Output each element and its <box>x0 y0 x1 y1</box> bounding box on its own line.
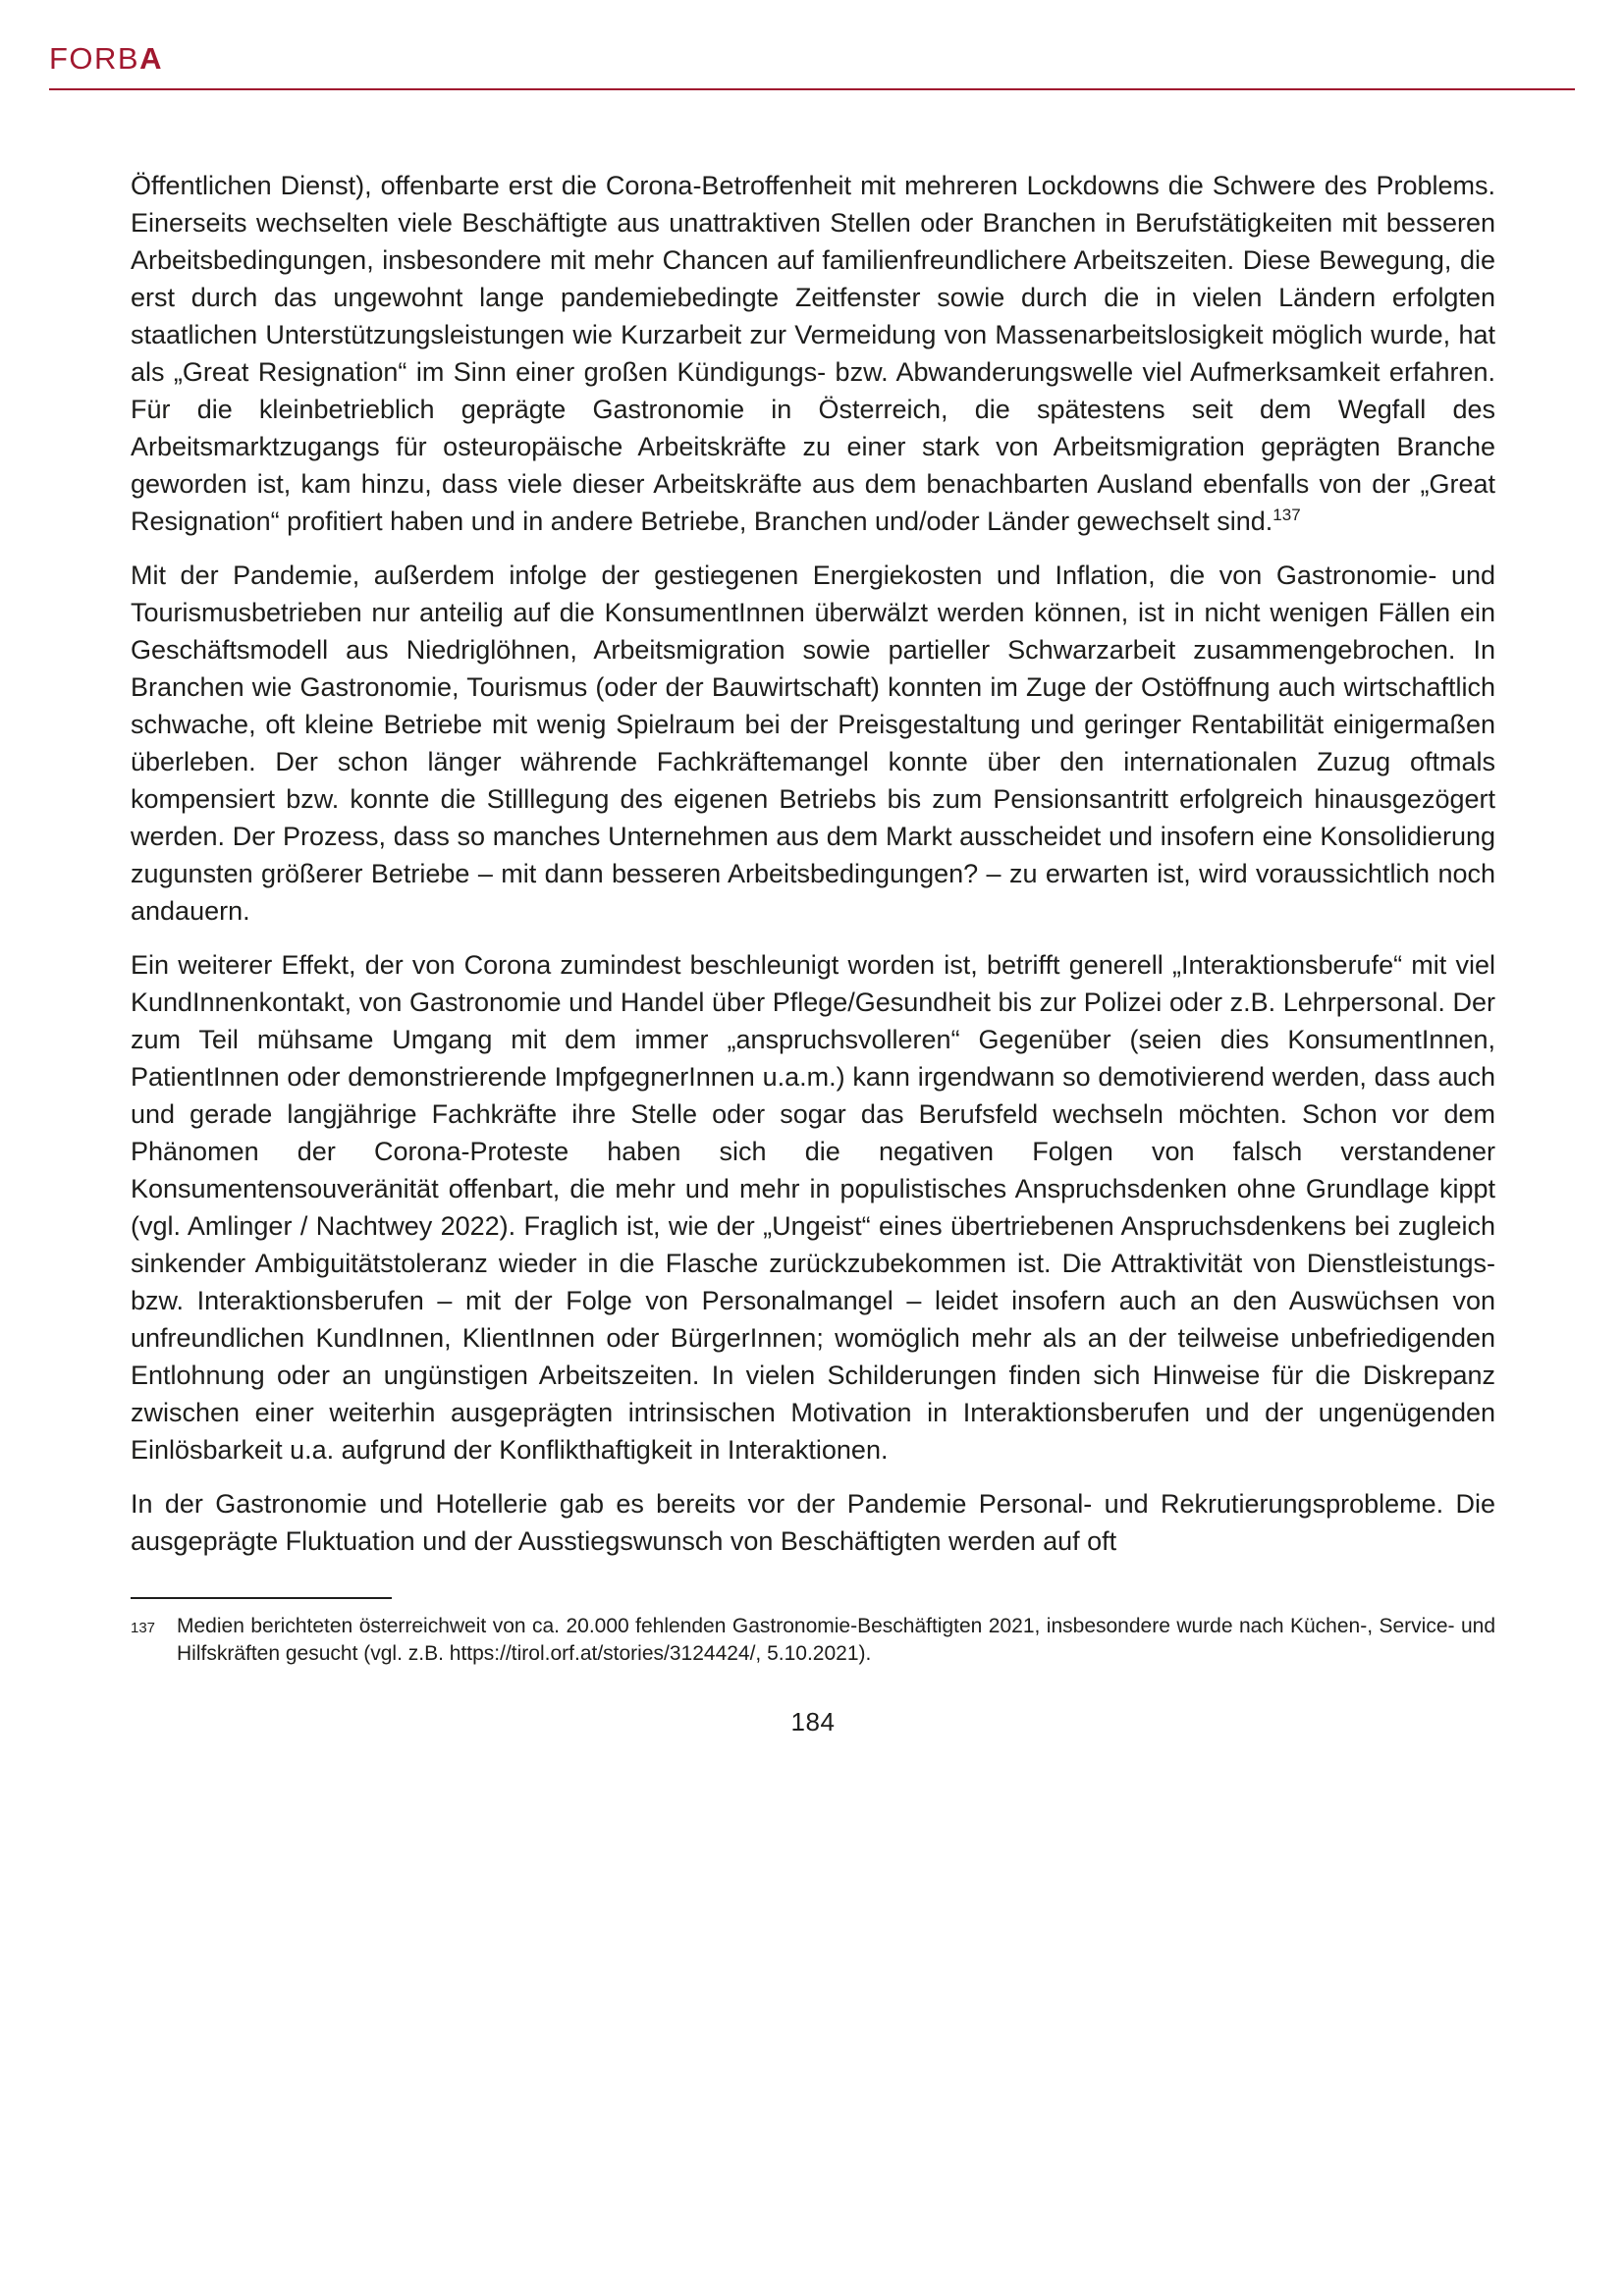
header-rule <box>49 88 1575 90</box>
logo-text-main: FORB <box>49 41 140 76</box>
logo-text-accent: A <box>139 41 164 76</box>
paragraph: In der Gastronomie und Hotellerie gab es bereits vor der Pandemie Personal- und Rekrutierungsprobleme. Die ausgeprägte Fluktuation und der Ausstiegswunsch von Beschäftigten werden auf oft <box>131 1489 1495 1556</box>
paragraph: Ein weiterer Effekt, der von Corona zumindest beschleunigt worden ist, betrifft generell „Interaktionsberufe“ mit viel KundInnenkontakt, von Gastronomie und Handel über Pflege/Gesundheit bis zur Polizei oder z.B. Lehrpersonal. Der zum Teil mühsame Umgang mit dem immer „anspruchsvolleren“ Gegenüber (seien dies KonsumentInnen, PatientInnen oder demonstrierende ImpfgegnerInnen u.a.m.) kann irgendwann so demotivierend werden, dass auch und gerade langjährige Fachkräfte ihre Stelle oder sogar das Berufsfeld wechseln möchten. Schon vor dem Phänomen der Corona-Proteste haben sich die negativen Folgen von falsch verstandener Konsumentensouveränität offenbart, die mehr und mehr in populistisches Anspruchsdenken ohne Grundlage kippt (vgl. Amlinger / Nachtwey 2022). Fraglich ist, wie der „Ungeist“ eines übertriebenen Anspruchsdenkens bei zugleich sinkender Ambiguitätstoleranz wieder in die Flasche zurückzubekommen ist. Die Attraktivität von Dienstleistungs- bzw. Interaktionsberufen – mit der Folge von Personalmangel – leidet insofern auch an den Auswüchsen von unfreundlichen KundInnen, KlientInnen oder BürgerInnen; womöglich mehr als an der teilweise unbefriedigenden Entlohnung oder an ungünstigen Arbeitszeiten. In vielen Schilderungen finden sich Hinweise für die Diskrepanz zwischen einer weiterhin ausgeprägten intrinsischen Motivation in Interaktionsberufen und der ungenügenden Einlösbarkeit u.a. aufgrund der Konflikthaftigkeit in Interaktionen. <box>131 950 1495 1465</box>
paragraph-text: Öffentlichen Dienst), offenbarte erst die Corona-Betroffenheit mit mehreren Lockdowns die Schwere des Problems. Einerseits wechselten viele Beschäftigte aus unattraktiven Stellen oder Branchen in Berufstätigkeiten mit besseren Arbeitsbedingungen, insbesondere mit mehr Chancen auf familienfreundlichere Arbeitszeiten. Diese Bewegung, die erst durch das ungewohnt lange pandemiebedingte Zeitfenster sowie durch die in vielen Ländern erfolgten staatlichen Unterstützungsleistungen wie Kurzarbeit zur Vermeidung von Massenarbeitslosigkeit möglich wurde, hat als „Great Resignation“ im Sinn einer großen Kündigungs- bzw. Abwanderungswelle viel Aufmerksamkeit erfahren. Für die kleinbetrieblich geprägte Gastronomie in Österreich, die spätestens seit dem Wegfall des Arbeitsmarktzugangs für osteuropäische Arbeitskräfte zu einer stark von Arbeitsmigration geprägten Branche geworden ist, kam hinzu, dass viele dieser Arbeitskräfte aus dem benachbarten Ausland ebenfalls von der „Great Resignation“ profitiert haben und in andere Betriebe, Branchen und/oder Länder gewechselt sind. <box>131 171 1495 536</box>
footnote-divider <box>131 1597 392 1599</box>
footnote-number: 137 <box>131 1620 156 1636</box>
forba-logo <box>49 41 163 77</box>
footnote-text: Medien berichteten österreichweit von ca. 20.000 fehlenden Gastronomie-Beschäftigten 2021, insbesondere wurde nach Küchen-, Service- und Hilfskräften gesucht (vgl. z.B. https://tirol.orf.at/stories/3124424/, 5.10.2021). <box>177 1615 1495 1665</box>
footnote-reference: 137 <box>1272 506 1301 524</box>
paragraph: Mit der Pandemie, außerdem infolge der gestiegenen Energiekosten und Inflation, die von Gastronomie- und Tourismusbetrieben nur anteilig auf die KonsumentInnen überwälzt werden können, ist in nicht wenigen Fällen ein Geschäftsmodell aus Niedriglöhnen, Arbeitsmigration sowie partieller Schwarzarbeit zusammengebrochen. In Branchen wie Gastronomie, Tourismus (oder der Bauwirtschaft) konnten im Zuge der Ostöffnung auch wirtschaftlich schwache, oft kleine Betriebe mit wenig Spielraum bei der Preisgestaltung und geringer Rentabilität einigermaßen überleben. Der schon länger währende Fachkräftemangel konnte über den internationalen Zuzug oftmals kompensiert bzw. konnte die Stilllegung des eigenen Betriebs bis zum Pensionsantritt erfolgreich hinausgezögert werden. Der Prozess, dass so manches Unternehmen aus dem Markt ausscheidet und insofern eine Konsolidierung zugunsten größerer Betriebe – mit dann besseren Arbeitsbedingungen? – zu erwarten ist, wird voraussichtlich noch andauern. <box>131 561 1495 926</box>
page-number: 184 <box>790 1707 836 1736</box>
paragraph <box>131 167 1495 540</box>
content-column <box>131 167 1495 1740</box>
footnote <box>131 1613 1495 1668</box>
